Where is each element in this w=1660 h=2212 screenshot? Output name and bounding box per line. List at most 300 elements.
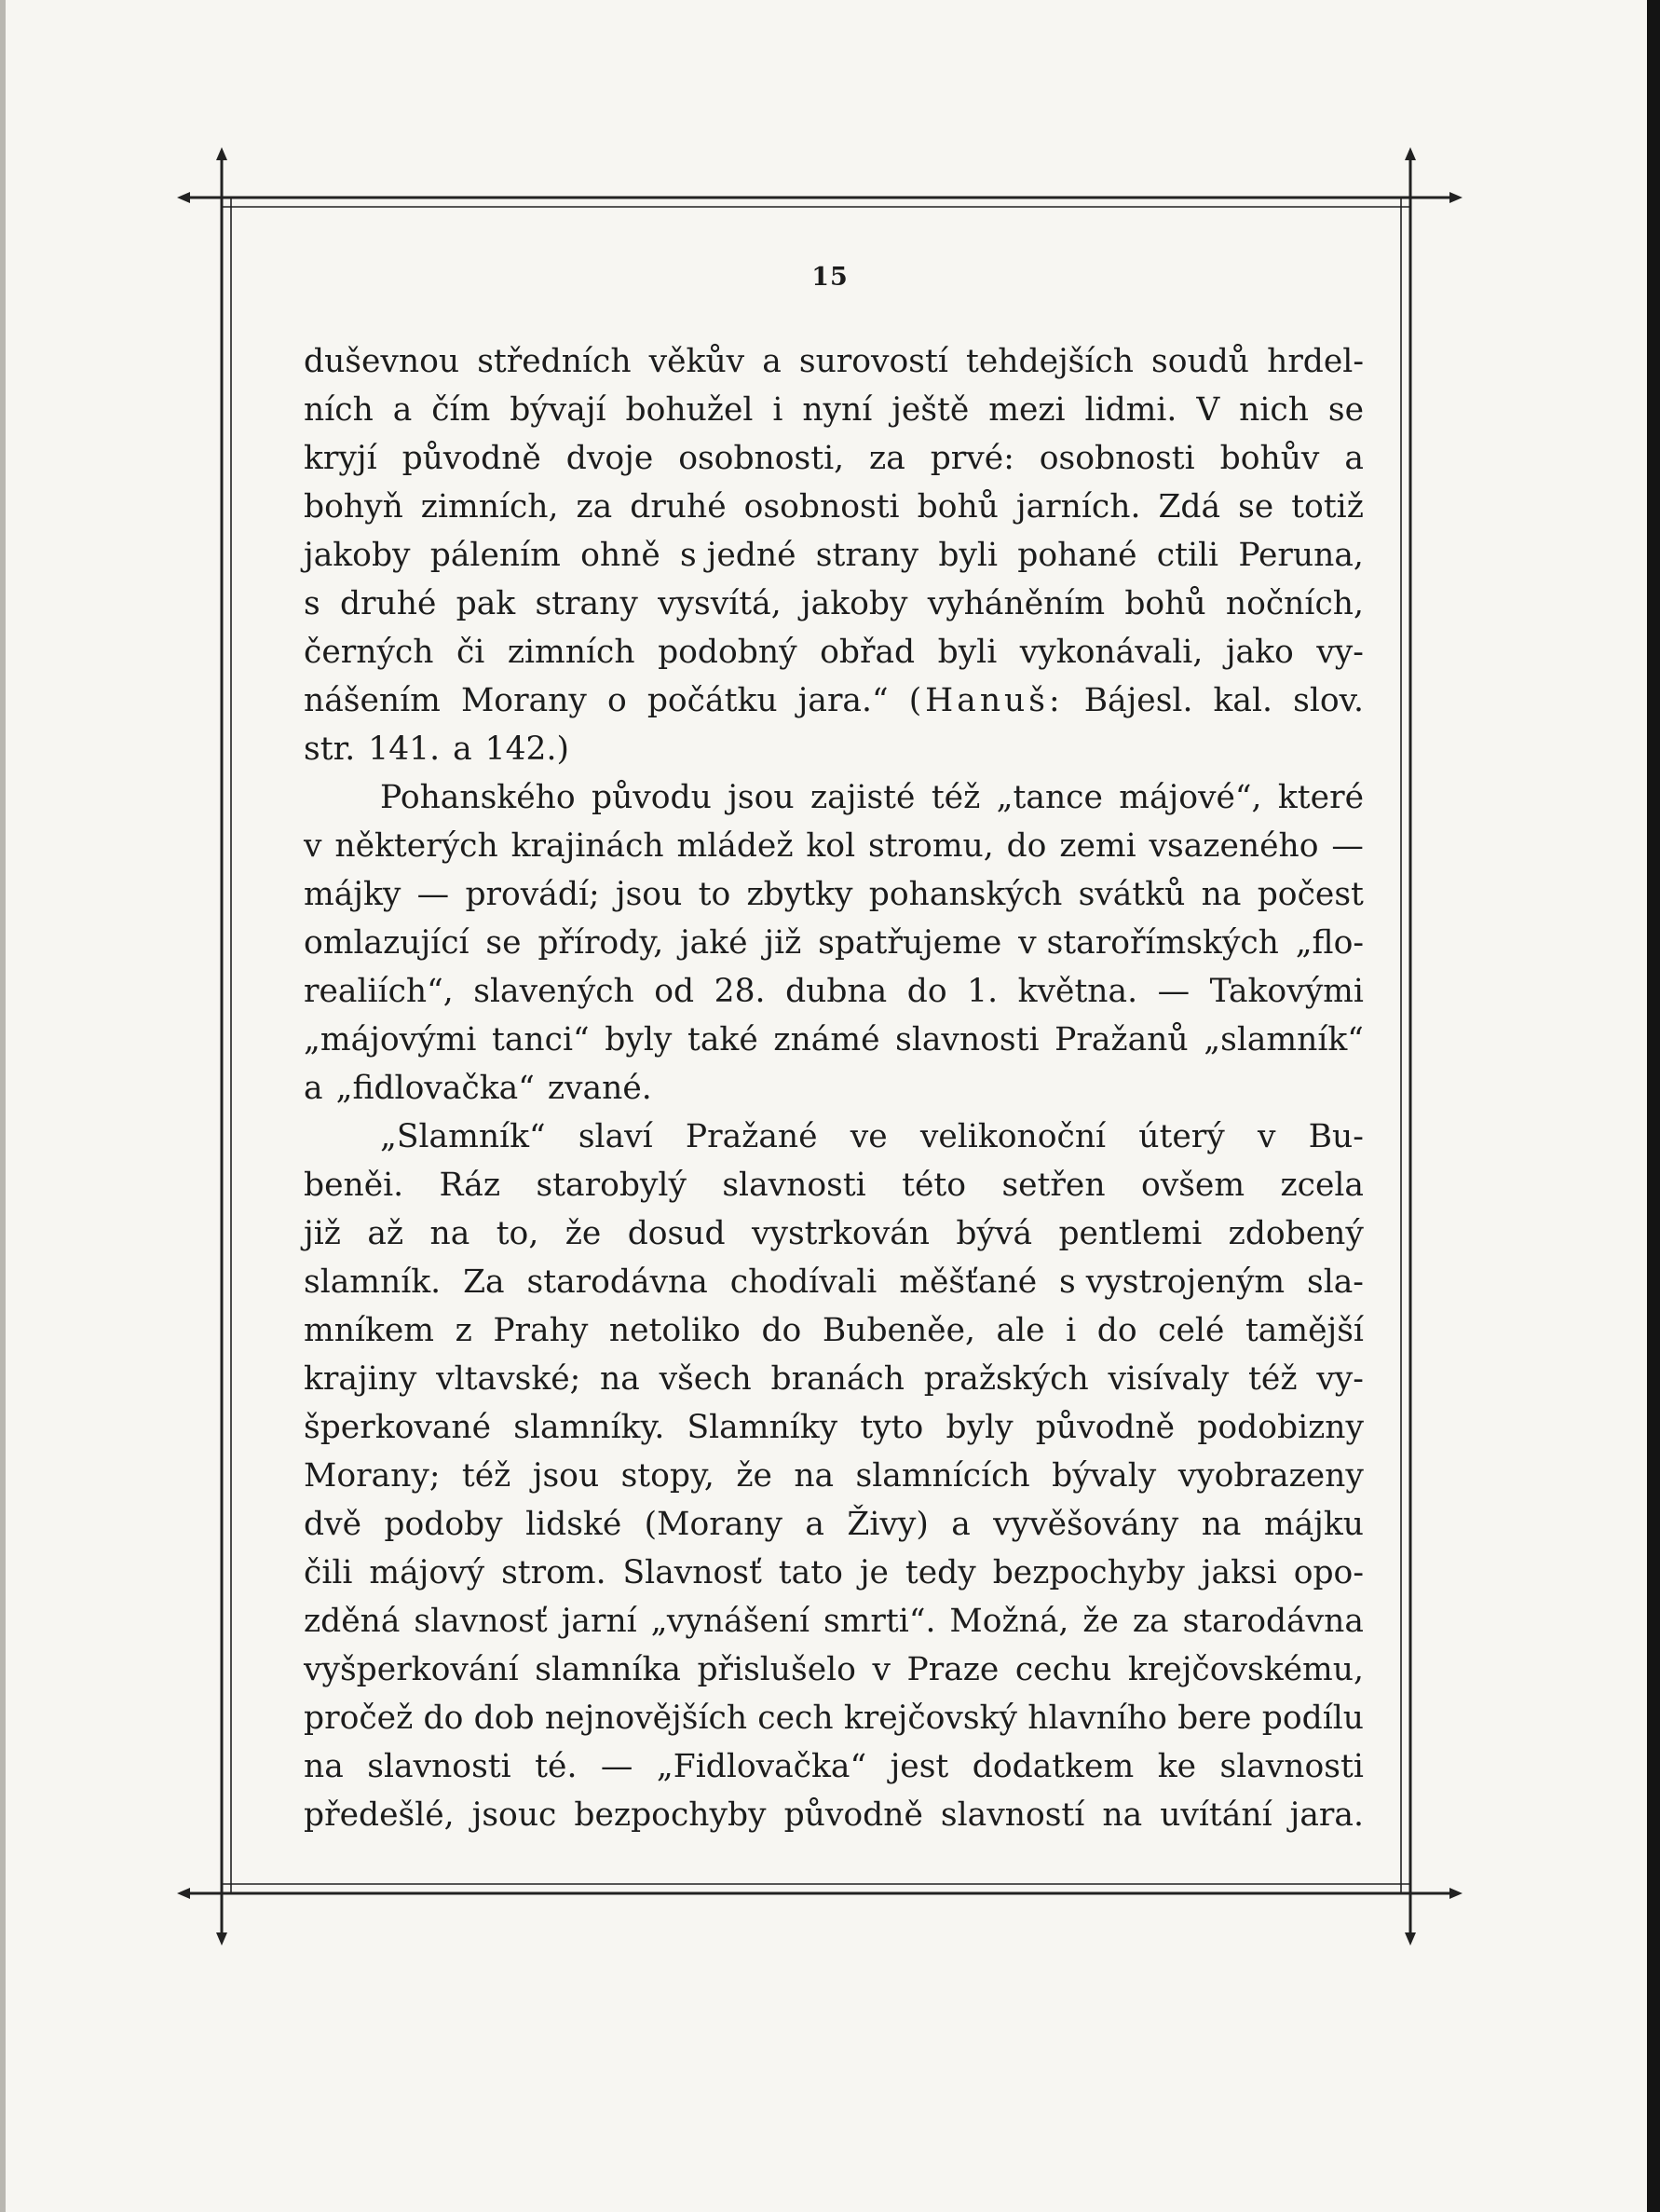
text-word: „flo- [1295, 924, 1364, 962]
text-word: provádí; [465, 876, 600, 913]
text-word: 142.) [484, 731, 569, 768]
text-word: (Morany [644, 1506, 782, 1543]
text-word: bezpochyby [992, 1554, 1185, 1591]
text-word: přislušelo [697, 1651, 856, 1688]
text-word: prvé: [930, 440, 1014, 477]
text-word: ale [996, 1312, 1045, 1349]
text-word: to [698, 876, 731, 913]
text-word: do [1006, 827, 1047, 865]
text-word: „vynášení [650, 1603, 810, 1640]
text-word: podobizny [1197, 1409, 1364, 1446]
text-word: ještě [891, 391, 970, 429]
text-word: jako [1225, 634, 1294, 671]
text-word: dvě [304, 1506, 361, 1543]
text-word: bývá [956, 1215, 1033, 1252]
text-word: také [687, 1021, 758, 1058]
text-word: slamníky. [513, 1409, 665, 1446]
text-word: jsou [532, 1457, 600, 1495]
text-word: pohané [1017, 537, 1137, 574]
text-word: o [606, 682, 627, 719]
text-word: zajisté [810, 779, 916, 816]
text-word: druhé [630, 488, 727, 526]
text-word: z [455, 1312, 472, 1349]
text-word: — [1157, 973, 1191, 1010]
corner-ornament-top-right [1405, 147, 1463, 203]
corner-ornament-top-left [177, 147, 227, 203]
text-word: slov. [1293, 682, 1364, 719]
text-word: Morany [460, 682, 587, 719]
text-word: ve [850, 1118, 888, 1155]
text-word: jarních. [1015, 488, 1141, 526]
text-word: kal. [1213, 682, 1273, 719]
text-word: zcela [1280, 1167, 1364, 1204]
text-word: nášením [304, 682, 441, 719]
text-word: a [392, 391, 413, 429]
text-word: té. [535, 1748, 578, 1785]
text-word: uvítání [1160, 1796, 1272, 1834]
text-word: jara. [1289, 1796, 1364, 1834]
text-word: — [600, 1748, 633, 1785]
text-word: Možná, [949, 1603, 1069, 1640]
text-word: podílu [1261, 1700, 1364, 1737]
text-line [304, 1258, 1364, 1306]
text-word: osobnosti [1039, 440, 1195, 477]
text-word: ohně [580, 537, 660, 574]
text-word: velikonoční [919, 1118, 1107, 1155]
text-word: tamější [1245, 1312, 1364, 1349]
text-word: v [304, 827, 322, 865]
text-word: ke [1157, 1748, 1197, 1785]
text-word: nejnovějších [544, 1700, 748, 1737]
text-word: slamnících [855, 1457, 1030, 1495]
text-word: do [423, 1700, 464, 1737]
text-word: Praze [906, 1651, 1000, 1688]
text-line [304, 1597, 1364, 1645]
corner-ornament-bottom-right [1405, 1888, 1463, 1946]
text-word: lidmi. [1084, 391, 1177, 429]
text-word: (Hanuš: [908, 682, 1064, 719]
text-word: bere [1177, 1700, 1252, 1737]
text-word: slaví [578, 1118, 653, 1155]
text-word: za [869, 440, 905, 477]
text-word: májky [304, 876, 401, 913]
body-text [304, 337, 1364, 1839]
text-word: i [772, 391, 783, 429]
text-line [304, 1694, 1364, 1742]
text-word: ctili [1156, 537, 1219, 574]
text-line [304, 1500, 1364, 1549]
text-word: osobnosti [743, 488, 900, 526]
text-word: „májovými [304, 1021, 477, 1058]
text-word: Bubeněe, [822, 1312, 975, 1349]
text-word: Takovými [1209, 973, 1364, 1010]
text-word: že [736, 1457, 772, 1495]
text-word: dvoje [565, 440, 654, 477]
text-line [304, 1064, 1364, 1113]
text-word: slavnosti [367, 1748, 511, 1785]
text-word: duševnou [304, 343, 460, 380]
text-line [304, 1161, 1364, 1209]
text-word: cech [757, 1700, 834, 1737]
text-word: Živy) [847, 1506, 929, 1543]
text-word: Peruna, [1238, 537, 1364, 574]
text-word: úterý [1138, 1118, 1225, 1155]
text-word: dodatkem [972, 1748, 1135, 1785]
text-word: na [1201, 876, 1242, 913]
text-word: této [902, 1167, 967, 1204]
text-word: se [1327, 391, 1364, 429]
text-word: či [456, 634, 485, 671]
text-line [304, 1209, 1364, 1258]
text-word: jara.“ [797, 682, 889, 719]
text-word: slavnosti [895, 1021, 1040, 1058]
text-line [304, 967, 1364, 1016]
text-word: „fidlovačka“ [335, 1070, 535, 1107]
text-word: tehdejších [965, 343, 1134, 380]
text-word: že [1082, 1603, 1119, 1640]
text-word: a [304, 1070, 323, 1107]
text-word: starobylý [536, 1167, 687, 1204]
text-word: Pohanského [380, 779, 576, 816]
text-line [304, 1742, 1364, 1791]
text-word: hrdel- [1267, 343, 1364, 380]
text-word: Slamníky [687, 1409, 838, 1446]
text-word: 141. [368, 731, 441, 768]
text-line [304, 386, 1364, 434]
text-word: krajiny [304, 1360, 417, 1398]
text-word: na [600, 1360, 640, 1398]
text-word: „slamník“ [1204, 1021, 1364, 1058]
text-line [304, 1645, 1364, 1694]
text-line [304, 628, 1364, 676]
text-word: s vystrojeným [1059, 1263, 1286, 1301]
text-word: též [931, 779, 981, 816]
text-word: bohužel [625, 391, 754, 429]
text-word: bezpochyby [574, 1796, 767, 1834]
text-word: s [304, 585, 320, 622]
text-word: májku [1263, 1506, 1364, 1543]
text-word: předešlé, [304, 1796, 455, 1834]
text-word: májové“, [1119, 779, 1262, 816]
text-line [304, 483, 1364, 531]
text-word: soudů [1151, 343, 1250, 380]
text-word: krejčovský [843, 1700, 1018, 1737]
text-word: Pražanů [1055, 1021, 1189, 1058]
text-word: „Fidlovačka“ [656, 1748, 867, 1785]
text-word: starodávna [1182, 1603, 1364, 1640]
text-word: od [654, 973, 695, 1010]
text-word: zimních [507, 634, 635, 671]
text-line [304, 580, 1364, 628]
text-word: slavností [940, 1796, 1085, 1834]
text-line [304, 1791, 1364, 1839]
text-word: do [906, 973, 947, 1010]
text-word: za [1132, 1603, 1169, 1640]
text-word: původně [401, 440, 541, 477]
text-word: vykonávali, [1019, 634, 1204, 671]
text-line [304, 822, 1364, 870]
text-word: chodívali [729, 1263, 878, 1301]
text-word: podoby [384, 1506, 503, 1543]
text-word: jaksi [1201, 1554, 1277, 1591]
text-word: věkův [648, 343, 745, 380]
text-word: bohyň [304, 488, 403, 526]
text-word: Pražané [685, 1118, 818, 1155]
text-word: Bu- [1308, 1118, 1364, 1155]
text-word: dubna [785, 973, 888, 1010]
text-word: též [461, 1457, 511, 1495]
text-word: starodávna [526, 1263, 708, 1301]
text-word: čili [304, 1554, 353, 1591]
text-word: pražských [923, 1360, 1089, 1398]
text-line [304, 337, 1364, 386]
text-line [304, 725, 1364, 773]
text-word: je [859, 1554, 889, 1591]
text-word: tato [778, 1554, 843, 1591]
text-word: kryjí [304, 440, 377, 477]
text-word: původně [783, 1796, 923, 1834]
text-word: na [429, 1215, 470, 1252]
text-word: že [565, 1215, 602, 1252]
text-word: vy- [1316, 1360, 1364, 1398]
text-word: svátků [1078, 876, 1186, 913]
text-line [304, 1113, 1364, 1161]
text-word: ovšem [1140, 1167, 1245, 1204]
text-word: středních [477, 343, 632, 380]
text-word: strom. [501, 1554, 606, 1591]
text-word: též [1248, 1360, 1298, 1398]
text-word: pak [456, 585, 516, 622]
text-word: tedy [905, 1554, 976, 1591]
text-word: bývají [510, 391, 606, 429]
text-word: na [794, 1457, 835, 1495]
text-word: celé [1158, 1312, 1225, 1349]
text-word: stromu, [867, 827, 994, 865]
text-word: již [304, 1215, 341, 1252]
text-word: zemi [1059, 827, 1136, 865]
text-word: 28. [714, 973, 766, 1010]
text-word: druhé [339, 585, 437, 622]
text-word: zvané. [547, 1070, 652, 1107]
text-word: jsou [615, 876, 683, 913]
text-word: vltavské; [436, 1360, 581, 1398]
text-word: pentlemi [1058, 1215, 1203, 1252]
text-word: nyní [802, 391, 873, 429]
text-word: Morany; [304, 1457, 441, 1495]
text-word: jsouc [471, 1796, 557, 1834]
text-word: obřad [820, 634, 916, 671]
text-word: V [1196, 391, 1220, 429]
text-word: strany [815, 537, 919, 574]
text-word: Bájesl. [1083, 682, 1193, 719]
text-word: zimních, [420, 488, 559, 526]
text-word: byli [937, 634, 998, 671]
text-line [304, 434, 1364, 483]
text-word: osobnosti, [678, 440, 845, 477]
text-word: všech [659, 1360, 752, 1398]
text-word: visívaly [1108, 1360, 1230, 1398]
text-word: slavených [473, 973, 634, 1010]
text-word: bohův [1219, 440, 1320, 477]
text-word: bývaly [1052, 1457, 1157, 1495]
text-word: v [1257, 1118, 1276, 1155]
text-word: slavnosti [722, 1167, 866, 1204]
text-word: se [1238, 488, 1274, 526]
text-word: branách [770, 1360, 905, 1398]
text-word: — [416, 876, 450, 913]
text-word: beněi. [304, 1167, 404, 1204]
text-word: i [1066, 1312, 1077, 1349]
text-word: známé [773, 1021, 880, 1058]
text-word: v [872, 1651, 891, 1688]
text-word: májový [369, 1554, 485, 1591]
text-word: cechu [1014, 1651, 1112, 1688]
text-word: nich [1239, 391, 1309, 429]
text-word: vyšperkování [304, 1651, 519, 1688]
text-word: vyobrazeny [1177, 1457, 1364, 1495]
text-word: a [951, 1506, 971, 1543]
text-word: nočních, [1225, 585, 1364, 622]
text-word: netoliko [608, 1312, 741, 1349]
text-word: Zdá [1158, 488, 1221, 526]
text-word: Za [463, 1263, 505, 1301]
text-word: a [1344, 440, 1364, 477]
text-word: tanci“ [491, 1021, 590, 1058]
text-word: původně [1035, 1409, 1176, 1446]
text-word: pohanských [868, 876, 1063, 913]
text-word: vysvítá, [658, 585, 782, 622]
text-word: jaké [679, 924, 748, 962]
page-number: 15 [811, 263, 849, 292]
text-word: str. [304, 731, 356, 768]
text-word: kol [806, 827, 856, 865]
text-word: „tance [996, 779, 1103, 816]
text-word: do [1096, 1312, 1137, 1349]
text-word: setřen [1001, 1167, 1106, 1204]
text-word: byly [605, 1021, 673, 1058]
text-word: které [1277, 779, 1364, 816]
text-word: jakoby [800, 585, 908, 622]
text-word: měšťané [899, 1263, 1038, 1301]
text-line [304, 773, 1364, 822]
text-word: vyháněním [927, 585, 1106, 622]
text-word: dosud [627, 1215, 726, 1252]
text-word: spatřujeme [818, 924, 1002, 962]
text-word: realiích“, [304, 973, 454, 1010]
text-word: pálením [429, 537, 561, 574]
text-word: byli [938, 537, 999, 574]
text-word: na [1201, 1506, 1242, 1543]
text-word: zdobený [1228, 1215, 1364, 1252]
text-word: krajinách [510, 827, 664, 865]
text-word: surovostí [798, 343, 948, 380]
text-word: hlavního [1027, 1700, 1167, 1737]
text-word: ních [304, 391, 374, 429]
text-word: za [576, 488, 613, 526]
text-word: smrti“. [823, 1603, 936, 1640]
text-word: byly [946, 1409, 1014, 1446]
text-word: jarní [561, 1603, 637, 1640]
text-word: lidské [525, 1506, 622, 1543]
text-word: a [453, 731, 472, 768]
text-word: Ráz [439, 1167, 501, 1204]
corner-ornament-bottom-left [177, 1888, 227, 1946]
text-word: „Slamník“ [380, 1118, 546, 1155]
text-word: již [764, 924, 802, 962]
text-line [304, 1452, 1364, 1500]
text-line [304, 919, 1364, 967]
text-line [304, 1016, 1364, 1064]
text-line [304, 531, 1364, 580]
text-word: vsazeného [1149, 827, 1319, 865]
text-word: černých [304, 634, 434, 671]
text-line [304, 1549, 1364, 1597]
text-word: opo- [1293, 1554, 1364, 1591]
text-word: jsou [728, 779, 795, 816]
text-word: slavnosť [414, 1603, 548, 1640]
text-word: sla- [1306, 1263, 1364, 1301]
text-word: pročež [304, 1700, 414, 1737]
text-line [304, 676, 1364, 725]
text-word: tyto [860, 1409, 924, 1446]
text-line [304, 870, 1364, 919]
text-word: šperkované [304, 1409, 492, 1446]
text-word: až [367, 1215, 404, 1252]
text-word: vy- [1316, 634, 1364, 671]
text-word: mládež [676, 827, 794, 865]
text-line [304, 1403, 1364, 1452]
text-word: 1. [967, 973, 999, 1010]
text-word: některých [334, 827, 498, 865]
text-word: dob [473, 1700, 535, 1737]
text-word: Slavnosť [622, 1554, 762, 1591]
text-word: mezi [988, 391, 1066, 429]
text-word: počest [1257, 876, 1364, 913]
text-word: původu [591, 779, 712, 816]
text-word: čím [431, 391, 491, 429]
text-word: zděná [304, 1603, 401, 1640]
text-word: stopy, [620, 1457, 714, 1495]
text-word: totiž [1291, 488, 1364, 526]
text-word: na [304, 1748, 344, 1785]
text-word: vystrkován [751, 1215, 930, 1252]
text-word: s jedné [680, 537, 796, 574]
text-word: bohů [917, 488, 999, 526]
text-line [304, 1306, 1364, 1355]
text-word: do [761, 1312, 802, 1349]
text-word: května. [1017, 973, 1138, 1010]
text-word: přírody, [537, 924, 664, 962]
text-word: podobný [658, 634, 797, 671]
text-word: se [485, 924, 522, 962]
text-word: na [1102, 1796, 1143, 1834]
text-line [304, 1355, 1364, 1403]
text-word: mníkem [304, 1312, 435, 1349]
text-word: a [762, 343, 782, 380]
text-word: vyvěšovány [993, 1506, 1179, 1543]
text-word: — [1331, 827, 1364, 865]
text-word: slamník. [304, 1263, 442, 1301]
text-word: krejčovskému, [1127, 1651, 1364, 1688]
text-word: zbytky [746, 876, 853, 913]
text-word: jakoby [304, 537, 411, 574]
text-word: bohů [1124, 585, 1206, 622]
text-word: počátku [646, 682, 778, 719]
text-word: strany [535, 585, 638, 622]
text-word: omlazující [304, 924, 469, 962]
text-word: to, [496, 1215, 539, 1252]
text-word: slamníka [535, 1651, 681, 1688]
